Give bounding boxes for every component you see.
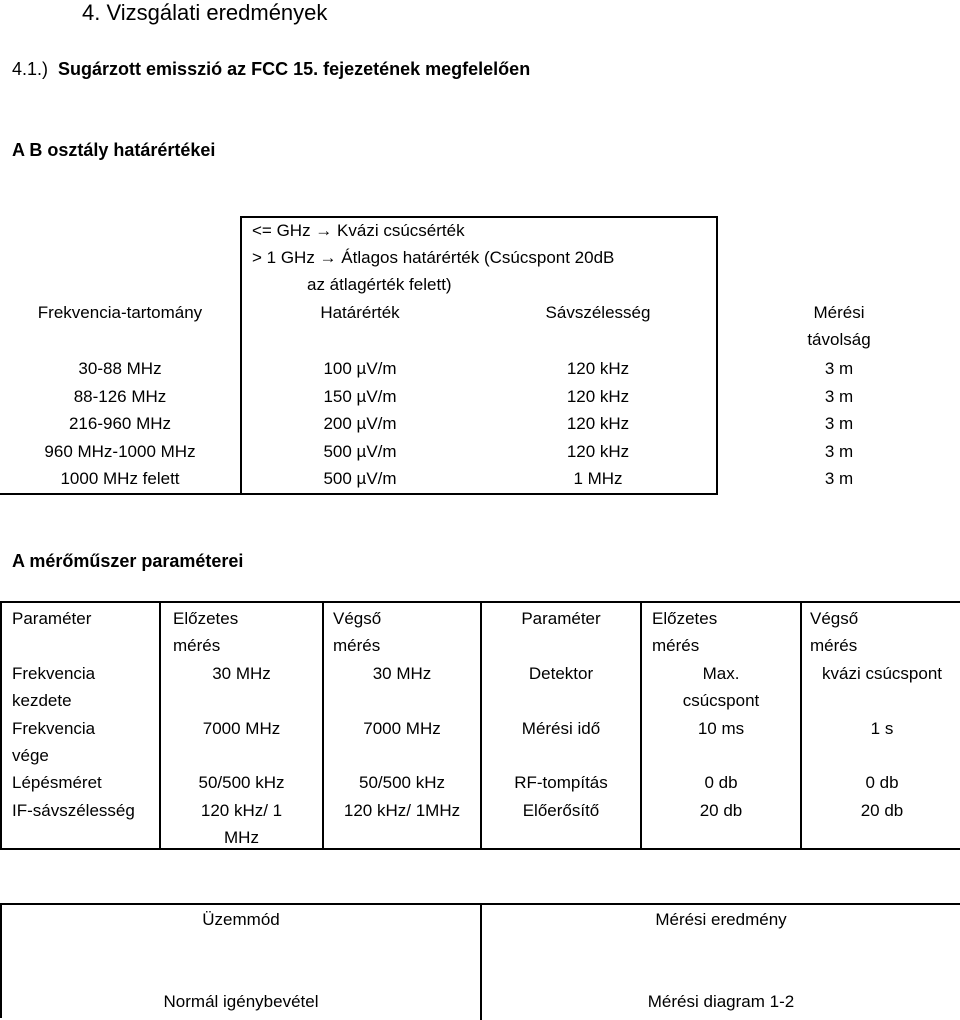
limits-table: [0, 299, 960, 495]
limits-cell-limit: 200 µV/m: [323, 414, 397, 433]
instrument-header-prelim-2: mérés: [173, 636, 221, 655]
prelim-value-1: 120 kHz/ 1: [200, 801, 283, 820]
final-value: 7000 MHz: [363, 719, 441, 738]
limits-header-limit: Határérték: [320, 303, 400, 322]
prelim-value: 7000 MHz: [202, 719, 281, 738]
instrument-header-final-b-1: Végső: [810, 609, 859, 628]
prelim-value: 50/500 kHz: [198, 773, 285, 792]
prelim-value-b: 20 db: [699, 801, 743, 820]
instrument-header-param-2: Paraméter: [521, 609, 601, 628]
limits-cell-limit: 500 µV/m: [323, 442, 397, 461]
instrument-header-final-1: Végső: [333, 609, 382, 628]
limits-header-bandwidth: Sávszélesség: [545, 303, 651, 322]
limits-title: A B osztály határértékei: [12, 140, 216, 160]
final-value-b: 0 db: [865, 773, 899, 792]
section-heading: [12, 59, 530, 80]
limits-cell-distance: 3 m: [824, 359, 854, 378]
instrument-title: A mérőműszer paraméterei: [12, 551, 244, 571]
mode-header-result: Mérési eredmény: [655, 910, 787, 929]
limits-note-line-1: <= GHz → Kvázi csúcsérték: [252, 221, 465, 240]
limits-cell-range: 960 MHz-1000 MHz: [44, 442, 196, 461]
param-name-1: Frekvencia: [12, 664, 96, 683]
limits-cell-distance: 3 m: [824, 469, 854, 488]
instrument-header-prelim-1: Előzetes: [173, 609, 239, 628]
limits-table-bottom-border: [0, 493, 718, 495]
limits-header-distance-2: távolság: [807, 330, 871, 349]
final-value-b: 20 db: [860, 801, 904, 820]
limits-cell-bandwidth: 120 kHz: [566, 414, 630, 433]
param-name-b: Detektor: [528, 664, 594, 683]
instrument-header-prelim-b-2: mérés: [652, 636, 700, 655]
limits-cell-range: 1000 MHz felett: [60, 469, 180, 488]
mode-value: Normál igénybevétel: [163, 992, 319, 1011]
limits-note-line-2: > 1 GHz → Átlagos határérték (Csúcspont 20dB: [252, 248, 615, 267]
param-name-b: Előerősítő: [522, 801, 600, 820]
prelim-value-b: 0 db: [704, 773, 738, 792]
param-name-b: RF-tompítás: [514, 773, 608, 792]
limits-cell-bandwidth: 1 MHz: [573, 469, 623, 488]
instrument-header-final-b-2: mérés: [810, 636, 858, 655]
final-value-b: 1 s: [870, 719, 894, 738]
param-name-2: vége: [12, 746, 49, 765]
limits-cell-distance: 3 m: [824, 387, 854, 406]
limits-header-range: Frekvencia-tartomány: [37, 303, 203, 322]
instrument-header-param: Paraméter: [12, 609, 92, 628]
mode-header-mode: Üzemmód: [202, 910, 280, 929]
final-value: 120 kHz/ 1MHz: [343, 801, 461, 820]
page-heading: 4. Vizsgálati eredmények: [82, 0, 328, 25]
limits-cell-distance: 3 m: [824, 414, 854, 433]
param-name: IF-sávszélesség: [12, 801, 135, 820]
limits-cell-range: 30-88 MHz: [78, 359, 162, 378]
limits-cell-distance: 3 m: [824, 442, 854, 461]
mode-table: [0, 903, 960, 1018]
section-title: Sugárzott emisszió az FCC 15. fejezetének megfelelően: [58, 59, 531, 79]
instrument-header-prelim-b-1: Előzetes: [652, 609, 718, 628]
section-number: 4.1.): [12, 59, 49, 79]
limits-cell-bandwidth: 120 kHz: [566, 359, 630, 378]
param-name-2: kezdete: [12, 691, 72, 710]
limits-cell-range: 88-126 MHz: [73, 387, 167, 406]
limits-cell-limit: 150 µV/m: [323, 387, 397, 406]
limits-header-distance-1: Mérési: [813, 303, 865, 322]
instrument-table: [0, 601, 960, 850]
limits-cell-range: 216-960 MHz: [68, 414, 172, 433]
prelim-value-b-2: csúcspont: [682, 691, 760, 710]
param-name: Lépésméret: [12, 773, 102, 792]
limits-note-line-3: az átlagérték felett): [307, 275, 452, 294]
limits-cell-bandwidth: 120 kHz: [566, 387, 630, 406]
prelim-value-2: MHz: [224, 828, 259, 847]
mode-result: Mérési diagram 1-2: [647, 992, 795, 1011]
param-name-b: Mérési idő: [521, 719, 601, 738]
prelim-value-b: 10 ms: [697, 719, 745, 738]
instrument-header-final-2: mérés: [333, 636, 381, 655]
limits-cell-limit: 100 µV/m: [323, 359, 397, 378]
limits-cell-limit: 500 µV/m: [323, 469, 397, 488]
final-value: 30 MHz: [372, 664, 432, 683]
final-value: 50/500 kHz: [359, 773, 445, 792]
final-value-b: kvázi csúcspont: [822, 664, 942, 683]
limits-cell-bandwidth: 120 kHz: [566, 442, 630, 461]
prelim-value-b-1: Max.: [702, 664, 740, 683]
prelim-value: 30 MHz: [212, 664, 271, 683]
param-name-1: Frekvencia: [12, 719, 96, 738]
